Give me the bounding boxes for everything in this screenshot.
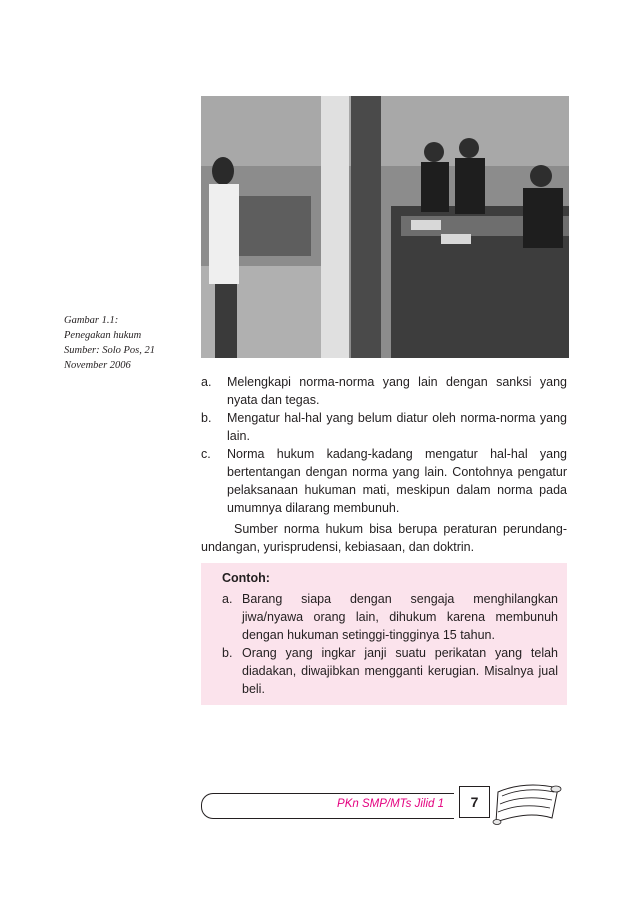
- list-marker: a.: [222, 592, 233, 606]
- list-marker: c.: [201, 447, 211, 461]
- list-item: [201, 373, 567, 409]
- example-title: Contoh:: [222, 571, 270, 585]
- caption-line: Gambar 1.1:: [64, 315, 119, 326]
- page-number: 7: [459, 786, 490, 818]
- list-item: [201, 409, 567, 445]
- list-item: [222, 644, 558, 698]
- caption-line: Sumber: Solo Pos, 21: [64, 345, 155, 356]
- list-item: [201, 445, 567, 517]
- list-marker: b.: [222, 646, 233, 660]
- body-paragraph: Sumber norma hukum bisa berupa peraturan perundang-undangan, yurisprudensi, kebiasaan, dan doktrin.: [201, 522, 567, 554]
- example-box: [201, 563, 567, 705]
- figure-caption: [64, 313, 188, 373]
- list-text: Norma hukum kadang-kadang mengatur hal-hal yang bertentangan dengan norma yang lain. Contohnya pengatur pelaksanaan hukuman mati, meskipun dalam norma pada umumnya dilarang membunuh.: [227, 447, 567, 515]
- list-marker: a.: [201, 375, 212, 389]
- list-text: Mengatur hal-hal yang belum diatur oleh norma-norma yang lain.: [227, 411, 567, 443]
- list-text: Barang siapa dengan sengaja menghilangkan jiwa/nyawa orang lain, dihukum karena membunuh dengan hukuman setinggi-tingginya 15 tahun.: [242, 592, 558, 642]
- caption-line: Penegakan hukum: [64, 330, 142, 341]
- courtroom-photo: [201, 96, 569, 358]
- list-marker: b.: [201, 411, 212, 425]
- example-list: [222, 590, 558, 698]
- courtroom-illustration: [201, 96, 569, 358]
- list-text: Orang yang ingkar janji suatu perikatan yang telah diadakan, diwajibkan mengganti kerugian. Misalnya jual beli.: [242, 646, 558, 696]
- list-item: [222, 590, 558, 644]
- list-text: Melengkapi norma-norma yang lain dengan sanksi yang nyata dan tegas.: [227, 375, 567, 407]
- function-list: [201, 373, 567, 517]
- book-title: PKn SMP/MTs Jilid 1: [337, 798, 444, 810]
- caption-line: November 2006: [64, 360, 131, 371]
- scroll-icon: [492, 778, 564, 826]
